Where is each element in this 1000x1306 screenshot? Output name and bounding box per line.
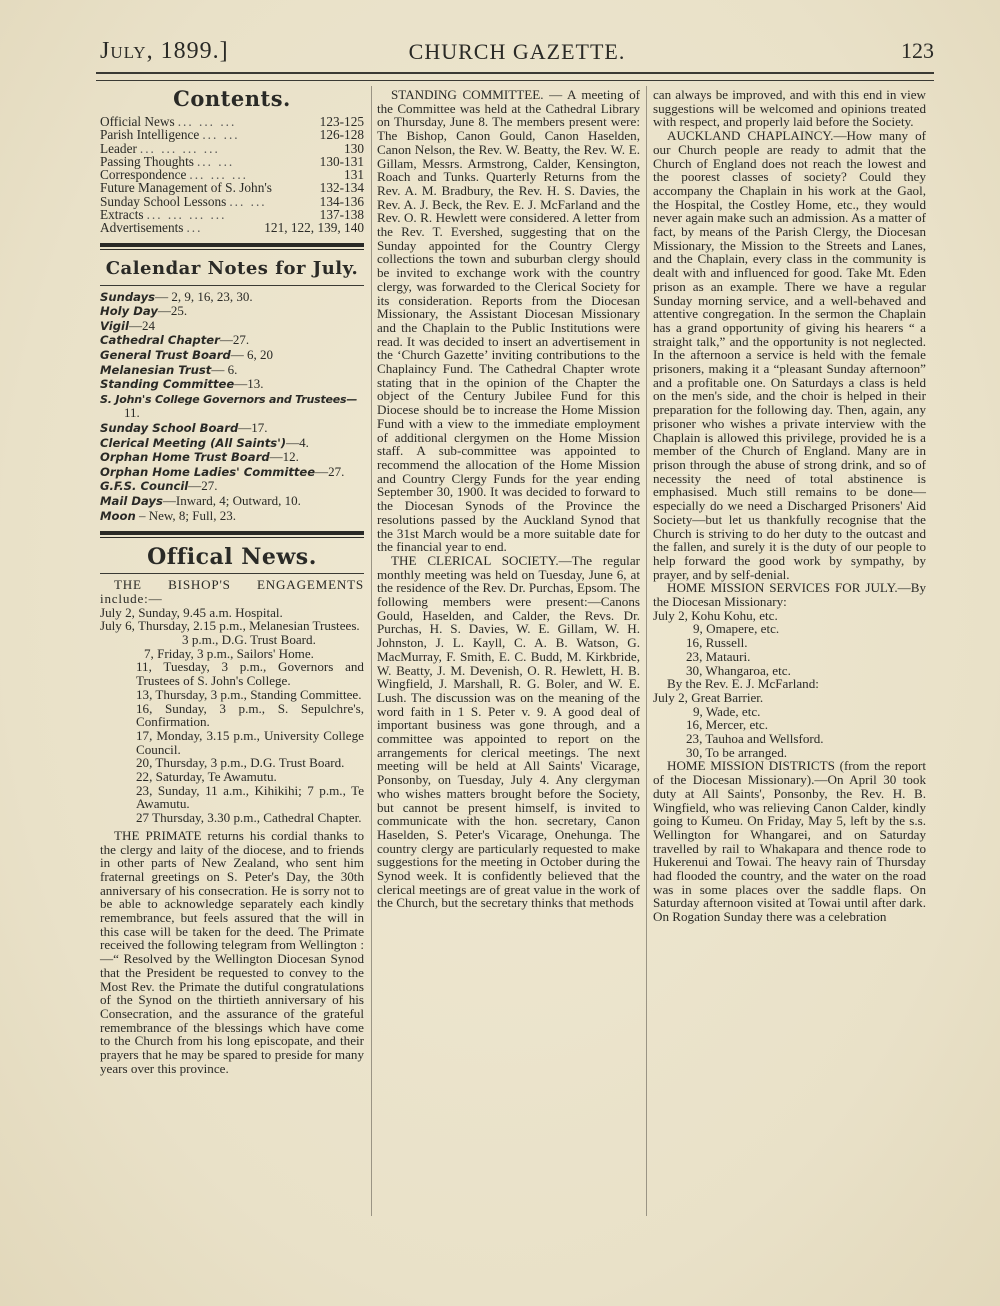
calendar-item: Sunday School Board—17. [100,420,268,436]
schedule-item: 23, Tauhoa and Wellsford. [686,731,824,747]
contents-item: Parish Intelligence ... ... 126-128 [100,127,364,143]
issue-date: July, 1899.] [100,38,229,64]
calendar-item: Moon – New, 8; Full, 23. [100,507,237,523]
contents-item: Future Management of S. John's 132-134 [100,180,364,196]
engagement-item: July 2, Sunday, 9.45 a.m. Hospital. [100,604,283,620]
diocesan-missionary-schedule [653,609,926,678]
engagement-item: 27 Thursday, 3.30 p.m., Cathedral Chapter. [136,810,362,826]
publication-title: CHURCH GAZETTE. [408,39,626,64]
calendar-item: 11. [124,405,140,421]
column-left [100,84,364,1075]
schedule-item: 9, Wade, etc. [693,703,761,719]
clerical-society-article: THE CLERICAL SOCIETY.—The regular monthly meeting was held on Tuesday, June 6, at the residence of the Rev. Dr. Purchas, Epsom. The following members were present:—Canons Gould, Haselden, and Calder, the Revs. Dr. Purchas, H. S. Davies, W. E. Gillam, W. H. Johnston, J. L. Kayll, C. A. B. Watson, G. MacMurray, F. Smith, E. C. Budd, M. Kirkbride, W. Beatty, J. M. Devenish, O. R. Hewlett, H. B. Wingfield, J. Marshall, R. G. Boler, and W. E. Lush. The discussion was on the meaning of the word faith in 1 S. Peter v. 9. A good deal of important business was gone through, and a committee was appointed to report on the arrangements for clerical meetings. The next meeting will be held at All Saints' Vicarage, Ponsonby, on Tuesday, July 4. Any clergyman who wishes matters brought before the Society, but cannot be present himself, is invited to communicate with the hon. secretary, Canon Haselden, S. Peter's Vicarage, Onehunga. The country clergy are particularly requested to make suggestions for the meeting in October during the Synod week. It is confidently believed that the clerical meetings are of great value in the work of the Church, but the secretary thinks that methods [377,552,640,911]
calendar-item: Orphan Home Ladies' Committee—27. [100,463,345,479]
contents-item: Official News ... ... ... 123-125 [100,114,364,129]
calendar-item: Sundays— 2, 9, 16, 23, 30. [100,288,253,304]
engagements-list [100,606,364,825]
calendar-item: Clerical Meeting (All Saints')—4. [100,434,309,450]
calendar-list [100,290,364,524]
schedule-item: 16, Russell. [686,635,748,651]
schedule-item: 30, Whangaroa, etc. [686,662,791,678]
contents-item: Leader ... ... ... ... 130 [100,140,364,156]
column-right [653,88,926,924]
engagement-item: 23, Sunday, 11 a.m., Kihikihi; 7 p.m., Te Awamutu. [136,782,364,812]
engagement-item: 11, Tuesday, 3 p.m., Governors and Trustees of S. John's College. [136,659,364,689]
home-mission-districts-article: HOME MISSION DISTRICTS (from the report of the Diocesan Missionary).—On April 30 took duty at All Saints', Ponsonby, the Rev. H. B. Wingfield, who was relieving Canon Calder, kindly going to Kumeu. On Friday, May 5, left by the s.s. Wellington for Whangarei, and on Saturday travelled by rail to Whakapara and thence rode to Hukerenui and Towai. The heavy rain of Thursday had flooded the country, and the water on the road was in some places over the saddle flaps. On Saturday afternoon visited at Towai until after dark. On Rogation Sunday there was a celebration [653,758,926,925]
mcfarland-schedule [653,691,926,760]
contents-list [100,115,364,235]
column-divider [371,86,372,1216]
calendar-item: S. John's College Governors and Trustees— [100,392,358,406]
schedule-item: 30, To be arranged. [686,744,788,760]
mcfarland-lead: By the Rev. E. J. McFarland: [667,676,819,692]
engagement-item: 7, Friday, 3 p.m., Sailors' Home. [144,645,314,661]
schedule-item: 9, Omapere, etc. [693,621,780,637]
contents-item: Passing Thoughts ... ... 130-131 [100,153,364,169]
engagement-item: 20, Thursday, 3 p.m., D.G. Trust Board. [136,755,345,771]
schedule-item: 16, Mercer, etc. [686,717,769,733]
engagement-item: 16, Sunday, 3 p.m., S. Sepulchre's, Confirmation. [136,700,364,730]
calendar-heading: Calendar Notes for July. [105,257,359,279]
home-mission-services-lead: HOME MISSION SERVICES FOR JULY.—By the Diocesan Missionary: [653,580,926,610]
calendar-item: Cathedral Chapter—27. [100,332,250,348]
contents-heading: Contents. [173,86,291,111]
contents-item: Sunday School Lessons ... ... 134-136 [100,193,364,209]
calendar-item: Melanesian Trust— 6. [100,361,238,377]
page-number: 123 [901,38,934,63]
calendar-item: G.F.S. Council—27. [100,478,218,494]
calendar-item: General Trust Board— 6, 20 [100,347,274,363]
engagements-lead: THE BISHOP'S ENGAGEMENTS include:— [100,577,364,606]
calendar-item: Standing Committee—13. [100,376,264,392]
engagement-item: 22, Saturday, Te Awamutu. [136,769,277,785]
contents-item: Advertisements ... 121, 122, 139, 140 [100,220,364,236]
column-middle [377,88,640,910]
contents-item: Extracts ... ... ... ... 137-138 [100,207,364,223]
schedule-item: July 2, Great Barrier. [653,689,764,705]
schedule-item: 23, Matauri. [686,648,751,664]
continued-text: can always be improved, and with this end in view suggestions will be welcomed and opinions treated with respect, and properly laid before the Society. [653,87,926,130]
calendar-item: Holy Day—25. [100,303,188,319]
calendar-item: Mail Days—Inward, 4; Outward, 10. [100,492,301,508]
official-news-heading: Offical News. [147,544,317,571]
auckland-chaplaincy-article: AUCKLAND CHAPLAINCY.—How many of our Church people are ready to admit that the Church of England does not reach the lowest and the poorest classes of society? Could they accompany the Chaplain in his work at the Gaol, the Hospital, the Costley Home, etc., they would never again make such an admission. As a matter of fact, by means of the Parish Clergy, the Diocesan Missionary, the Mission to the Streets and Lanes, and the Chaplain, every class in the community is dealt with and influenced for good. Take Mt. Eden prison as an example. There we have a regular Sunday morning service, and a well-behaved and attentive congregation. In the sermon the Chaplain has a grand opportunity of giving his hearers “ a straight talk,” and the opportunity is not neglected. In the afternoon a service is held with the female prisoners, making it a “pleasant Sunday afternoon” and a profitable one. On Saturdays a class is held on the men's side, and the choir is helped in their preparation for the following day. Then, again, any prisoner who wishes a private interview with the Chaplain is allowed this privilege, provided he is a member of the Church of England. Many are in prison through the abuse of strong drink, and so of necessity the need of total abstinence is emphasised. Much still remains to be done—especially do we need a Discharged Prisoners' Aid Society—but let us thankfully recognise that the Church is striving to do her duty to the outcast and the fallen, and surely it is the duty of our people to help forward the good work by sympathy, by prayer, and by self-denial. [653,128,926,582]
heading-underline [100,573,364,574]
standing-committee-article: STANDING COMMITTEE. — A meeting of the Committee was held at the Cathedral Library on Thursday, June 8. The members present were: The Bishop, Canon Gould, Canon Haselden, Canon Nelson, the Rev. W. Beatty, the Rev. W. E. Gillam, Messrs. Armstrong, Calder, Kensington, Roach and Tunks. Quarterly Returns from the Rev. A. M. Bradbury, the Rev. H. S. Davies, the Rev. A. J. Beck, the Rev. E. J. McFarland and the Rev. O. R. Hewlett were considered. A letter from the Rev. T. Evershed, suggesting that on the Sunday appointed for the Country Clergy collections the town and suburban clergy should be invited to exchange work with the country clergy, was forwarded to the Clerical Society for its consideration. Reports from the Diocesan Missionary, the Assistant Diocesan Missionary and the Chaplain to the Public Institutions were read. It was decided to insert an advertisement in the ‘Church Gazette’ inviting contributions to the Chaplaincy Fund. The Cathedral Chapter wrote stating that in the opinion of the Chapter the object of the Century Jubilee Fund for this Diocese should be to increase the Home Mission Fund with a view to the immediate employment of additional clergymen on the Home Mission staff. A sub-committee was appointed to recommend the allocation of the Home Mission and Country Clergy Funds for the year ending September 30, 1900. It was decided to forward to the Diocesan Synods of the Province the resolutions passed by the Auckland Synod that the 31st March would be a more suitable date for the financial year to end. [377,87,640,555]
engagement-item: 17, Monday, 3.15 p.m., University College Council. [136,727,364,757]
engagement-item: July 6, Thursday, 2.15 p.m., Melanesian Trustees. [100,618,360,634]
heading-underline [100,285,364,286]
primate-paragraph: THE PRIMATE returns his cordial thanks to the clergy and laity of the diocese, and to friends in other parts of New Zealand, who sent him fraternal greetings on S. Peter's Day, the 30th anniversary of his consecration. He is sorry not to be able to acknowledge separately each kindly remembrance, but feels assured that the will in this case will be taken for the deed. The Primate received the following telegram from Wellington :—“ Resolved by the Wellington Diocesan Synod that the President be requested to convey to the Most Rev. the Primate the dutiful congratulations of the Synod on the thirtieth anniversary of his Consecration, and the assurance of the grateful remembrance of the blessings which have come to the Church from his long episcopate, and their prayers that he may be spared to preside for many years over this province. [100,827,364,1076]
column-divider [646,86,647,1216]
section-rule [100,531,364,538]
calendar-item: Vigil—24 [100,317,155,333]
calendar-item: Orphan Home Trust Board—12. [100,449,299,465]
header-rule [96,72,934,81]
engagement-item: 3 p.m., D.G. Trust Board. [182,631,316,647]
schedule-item: July 2, Kohu Kohu, etc. [653,607,778,623]
engagement-item: 13, Thursday, 3 p.m., Standing Committee. [136,686,362,702]
section-rule [100,243,364,250]
contents-item: Correspondence ... ... ... 131 [100,167,364,183]
